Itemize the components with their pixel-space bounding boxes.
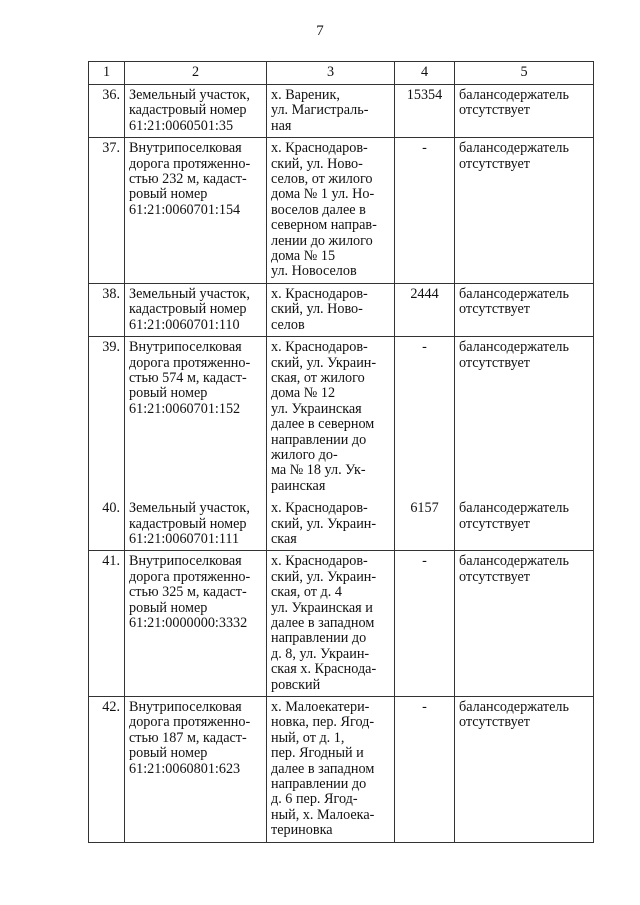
object-owner (455, 138, 594, 284)
object-name-line: Земельный участок, (129, 500, 250, 517)
object-name-line: стью 574 м, кадаст- (129, 369, 247, 386)
object-address-line: направлении до (271, 630, 367, 647)
object-address-line: ма № 18 ул. Ук- (271, 462, 366, 479)
object-name-line: 61:21:0060701:152 (129, 400, 241, 417)
object-name (125, 283, 267, 336)
object-area: 6157 (395, 498, 455, 551)
object-address-line: ул. Украинская (271, 400, 362, 417)
object-owner-line: балансодержатель (459, 87, 569, 103)
object-name-line: ровый номер (129, 186, 208, 203)
table-row (89, 138, 594, 284)
object-owner-line: отсутствует (459, 568, 530, 585)
object-owner-line: отсутствует (459, 301, 530, 318)
object-name-line: 61:21:0060801:623 (129, 760, 241, 777)
object-area: - (395, 138, 455, 284)
object-owner-line: отсутствует (459, 102, 530, 119)
object-area: - (395, 337, 455, 498)
object-address-line: дома № 12 (271, 385, 336, 402)
object-address-line: териновка (271, 822, 333, 839)
object-address-line: пер. Ягодный и (271, 745, 364, 762)
object-name-line: 61:21:0060501:35 (129, 117, 234, 134)
object-address-line: ский, ул. Ново- (271, 155, 363, 172)
column-header-5: 5 (455, 62, 594, 85)
object-address-line: д. 6 пер. Ягод- (271, 791, 358, 808)
object-address-line: х. Краснодаров- (271, 553, 368, 570)
row-number: 42. (89, 697, 125, 843)
object-address (267, 697, 395, 843)
object-name (125, 138, 267, 284)
object-name-line: Внутрипоселковая (129, 699, 242, 716)
object-address-line: лении до жилого (271, 232, 373, 249)
object-owner (455, 85, 594, 138)
object-address-line: северном направ- (271, 217, 377, 234)
object-address-line: ская (271, 530, 297, 547)
object-address-line: х. Вареник, (271, 87, 340, 103)
object-address-line: ул. Магистраль- (271, 102, 369, 119)
row-number: 39. (89, 337, 125, 498)
object-address (267, 551, 395, 697)
object-address-line: дома № 1 ул. Но- (271, 186, 375, 203)
object-name-line: ровый номер (129, 599, 208, 616)
object-name-line: Земельный участок, (129, 87, 250, 103)
object-address-line: ский, ул. Ново- (271, 301, 363, 318)
row-number: 38. (89, 283, 125, 336)
object-address-line: селов (271, 316, 305, 333)
object-name-line: Внутрипоселковая (129, 140, 242, 157)
object-name-line: 61:21:0000000:3332 (129, 615, 248, 631)
object-address-line: ный, от д. 1, (271, 729, 345, 746)
object-owner-line: отсутствует (459, 515, 530, 532)
object-name (125, 498, 267, 551)
object-name (125, 551, 267, 697)
column-header-2: 2 (125, 62, 267, 85)
object-name-line: кадастровый номер (129, 515, 247, 532)
object-area: - (395, 697, 455, 843)
object-address (267, 85, 395, 138)
object-address-line: ский, ул. Украин- (271, 354, 377, 371)
object-owner (455, 697, 594, 843)
object-address-line: направлении до (271, 431, 367, 448)
object-area: - (395, 551, 455, 697)
object-owner-line: отсутствует (459, 354, 530, 371)
object-address-line: жилого до- (271, 446, 338, 463)
object-address (267, 283, 395, 336)
object-address-line: д. 8, ул. Украин- (271, 645, 370, 662)
object-address-line: ный, х. Малоека- (271, 806, 375, 823)
object-address-line: ская, от жилого (271, 369, 365, 386)
object-owner-line: балансодержатель (459, 553, 569, 570)
object-owner (455, 498, 594, 551)
object-area: 15354 (395, 85, 455, 138)
object-address-line: далее в западном (271, 760, 375, 777)
object-name-line: стью 187 м, кадаст- (129, 729, 247, 746)
object-owner-line: балансодержатель (459, 140, 569, 157)
object-address (267, 337, 395, 498)
object-owner-line: балансодержатель (459, 339, 569, 356)
property-register-table (88, 61, 594, 843)
object-name-line: ровый номер (129, 385, 208, 402)
table-header-row (89, 62, 594, 85)
object-name-line: Земельный участок, (129, 285, 250, 302)
table-row (89, 85, 594, 138)
object-name-line: 61:21:0060701:110 (129, 316, 240, 333)
object-address (267, 498, 395, 551)
object-area: 2444 (395, 283, 455, 336)
row-number: 37. (89, 138, 125, 284)
object-owner (455, 337, 594, 498)
object-owner (455, 551, 594, 697)
object-address-line: х. Краснодаров- (271, 285, 368, 302)
object-name-line: 61:21:0060701:111 (129, 530, 240, 547)
object-name (125, 337, 267, 498)
object-address-line: ровский (271, 676, 321, 693)
table-row (89, 283, 594, 336)
object-address-line: ная (271, 117, 292, 134)
column-header-1: 1 (89, 62, 125, 85)
object-owner-line: отсутствует (459, 714, 530, 731)
object-address-line: ский, ул. Украин- (271, 568, 377, 585)
object-address-line: селов, от жилого (271, 171, 373, 188)
object-address-line: ул. Украинская и (271, 599, 373, 616)
table-row (89, 551, 594, 697)
object-name-line: дорога протяженно- (129, 354, 251, 371)
object-address-line: направлении до (271, 776, 367, 793)
object-address-line: х. Краснодаров- (271, 140, 368, 157)
object-owner-line: балансодержатель (459, 500, 569, 517)
object-address-line: х. Малоекатери- (271, 699, 370, 716)
object-name-line: дорога протяженно- (129, 714, 251, 731)
object-owner-line: балансодержатель (459, 699, 569, 716)
object-address-line: далее в северном (271, 416, 375, 433)
object-name-line: 61:21:0060701:154 (129, 201, 241, 218)
object-address-line: ул. Новоселов (271, 263, 357, 280)
object-address-line: ская х. Краснода- (271, 661, 377, 678)
table-row (89, 498, 594, 551)
object-owner-line: балансодержатель (459, 285, 569, 302)
object-name-line: кадастровый номер (129, 301, 247, 318)
row-number: 41. (89, 551, 125, 697)
row-number: 40. (89, 498, 125, 551)
object-owner (455, 283, 594, 336)
column-header-4: 4 (395, 62, 455, 85)
object-address-line: новка, пер. Ягод- (271, 714, 375, 731)
object-address-line: воселов далее в (271, 201, 366, 218)
object-name-line: Внутрипоселковая (129, 339, 242, 356)
object-address-line: х. Краснодаров- (271, 500, 368, 517)
page-number: 7 (316, 23, 324, 39)
object-name-line: дорога протяженно- (129, 568, 251, 585)
object-name-line: стью 232 м, кадаст- (129, 171, 247, 188)
object-name-line: стью 325 м, кадаст- (129, 584, 247, 601)
object-address-line: ская, от д. 4 (271, 584, 342, 601)
object-name (125, 697, 267, 843)
table-row (89, 337, 594, 498)
object-address-line: раинская (271, 477, 326, 494)
object-address-line: далее в западном (271, 615, 375, 631)
object-name-line: кадастровый номер (129, 102, 247, 119)
row-number: 36. (89, 85, 125, 138)
object-address (267, 138, 395, 284)
object-address-line: дома № 15 (271, 248, 336, 265)
object-name-line: Внутрипоселковая (129, 553, 242, 570)
column-header-3: 3 (267, 62, 395, 85)
object-owner-line: отсутствует (459, 155, 530, 172)
object-name-line: дорога протяженно- (129, 155, 251, 172)
object-address-line: ский, ул. Украин- (271, 515, 377, 532)
object-name (125, 85, 267, 138)
table-row (89, 697, 594, 843)
object-name-line: ровый номер (129, 745, 208, 762)
object-address-line: х. Краснодаров- (271, 339, 368, 356)
